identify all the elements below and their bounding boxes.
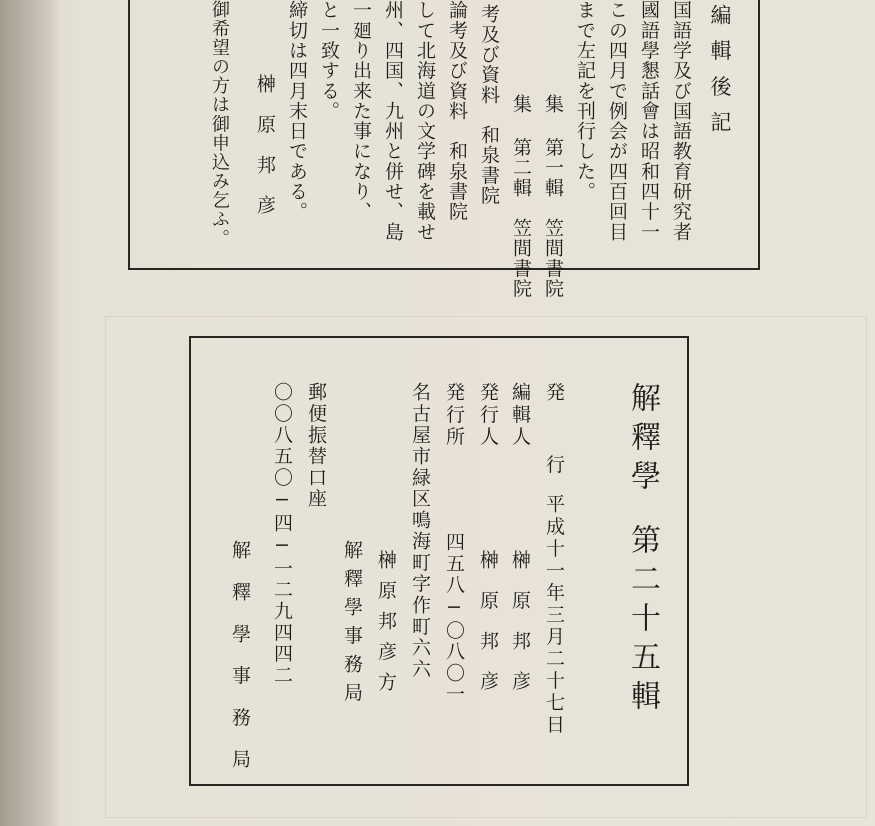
editor-name: 榊 原 邦 彦 <box>509 550 531 691</box>
issue-number: 第二十五輯 <box>625 524 660 719</box>
editorial-heading: 編輯後記 <box>708 4 732 147</box>
editorial-line: 集 第一輯 笠間書院 <box>542 94 564 299</box>
editorial-line: 州、四国、九州と併せ、島 <box>382 0 404 242</box>
office-care-of: 榊原邦彦方 <box>375 550 397 702</box>
editorial-line: この四月で例会が四百回目 <box>606 0 628 242</box>
publisher-label: 発行人 <box>477 382 499 449</box>
editorial-line: して北海道の文学碑を載せ <box>414 0 436 242</box>
postal-code: 四五八−〇八〇一 <box>443 532 465 706</box>
editorial-signature: 榊 原 邦 彦 <box>254 74 276 215</box>
issued-date: 平成十一年三月二十七日 <box>543 494 565 737</box>
transfer-label: 郵便振替口座 <box>305 382 327 510</box>
editorial-line: まで左記を刊行した。 <box>574 0 596 202</box>
book-spine-shadow <box>0 0 60 826</box>
office-label: 発行所 <box>443 382 465 449</box>
editorial-line: 一廻り出来た事になり、 <box>350 0 372 222</box>
editorial-line: 國語學懇話會は昭和四十一 <box>638 0 660 242</box>
office-address: 名古屋市緑区鳴海町字作町六六 <box>409 382 431 680</box>
office-name: 解釋學事務局 <box>341 540 363 711</box>
editorial-line: 集 第二輯 笠間書院 <box>510 94 532 299</box>
editorial-postscript-box <box>128 0 760 299</box>
colophon-box <box>189 336 689 786</box>
transfer-name: 解 釋 學 事 務 局 <box>229 540 251 770</box>
editorial-line: 締切は四月末日である。 <box>286 0 308 222</box>
transfer-number: 〇〇八五〇−四−一二九四四二 <box>271 382 293 686</box>
editorial-line: 国語学及び国語教育研究者 <box>670 0 692 242</box>
publisher-name: 榊 原 邦 彦 <box>477 550 499 691</box>
editorial-line: 御希望の方は御申込み乞ふ。 <box>209 0 230 249</box>
editorial-line: 考及び資料 和泉書院 <box>478 4 500 206</box>
journal-title: 解釋學 <box>625 382 660 499</box>
issued-label: 発 行 <box>543 382 565 491</box>
editor-label: 編輯人 <box>509 382 531 449</box>
editorial-line: と一致する。 <box>318 0 340 121</box>
editorial-line: 論考及び資料 和泉書院 <box>446 0 468 222</box>
